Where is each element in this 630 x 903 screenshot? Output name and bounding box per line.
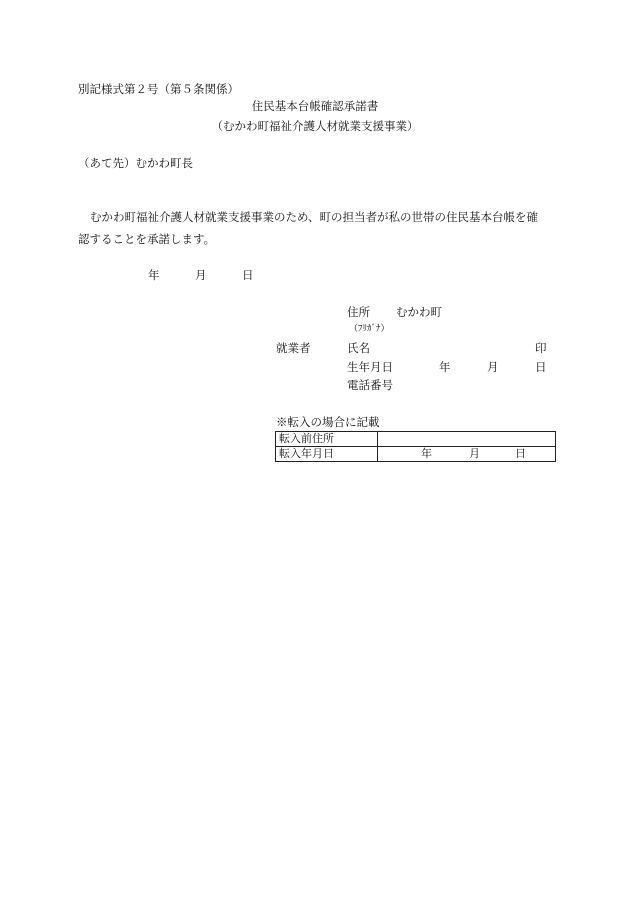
prev-address-value bbox=[378, 432, 556, 447]
birth-month-label: 月 bbox=[487, 360, 499, 374]
applicant-role-label: 就業者 bbox=[276, 341, 311, 355]
document-subtitle: （むかわ町福祉介護人材就業支援事業） bbox=[211, 119, 419, 133]
address-label: 住所 bbox=[347, 305, 370, 319]
furigana-label: （ﾌﾘｶﾞﾅ） bbox=[349, 324, 390, 334]
moving-year-label: 年 bbox=[421, 447, 432, 460]
consent-text-line-2: 認することを承諾します。 bbox=[78, 232, 216, 246]
name-label: 氏名 bbox=[347, 341, 370, 355]
date-month-label: 月 bbox=[195, 268, 207, 282]
seal-mark: 印 bbox=[535, 341, 547, 355]
birthdate-label: 生年月日 bbox=[347, 360, 393, 374]
prev-address-label: 転入前住所 bbox=[276, 432, 378, 447]
moving-month-label: 月 bbox=[469, 447, 480, 460]
birth-year-label: 年 bbox=[439, 360, 451, 374]
moving-date-label: 転入年月日 bbox=[276, 447, 378, 462]
moving-in-note: ※転入の場合に記載 bbox=[276, 415, 380, 429]
document-title: 住民基本台帳確認承諾書 bbox=[251, 99, 379, 113]
moving-in-table bbox=[275, 431, 556, 462]
table-row bbox=[276, 447, 556, 462]
phone-label: 電話番号 bbox=[347, 378, 393, 392]
moving-date-value bbox=[378, 447, 556, 462]
address-value: むかわ町 bbox=[396, 305, 442, 319]
consent-text-line-1: むかわ町福祉介護人材就業支援事業のため、町の担当者が私の世帯の住民基本台帳を確 bbox=[90, 210, 539, 224]
moving-day-label: 日 bbox=[515, 447, 526, 460]
birth-day-label: 日 bbox=[535, 360, 547, 374]
addressee: （あて先）むかわ町長 bbox=[78, 156, 193, 170]
date-day-label: 日 bbox=[242, 268, 254, 282]
date-year-label: 年 bbox=[148, 268, 160, 282]
form-number: 別記様式第２号（第５条関係） bbox=[78, 82, 239, 96]
table-row bbox=[276, 432, 556, 447]
